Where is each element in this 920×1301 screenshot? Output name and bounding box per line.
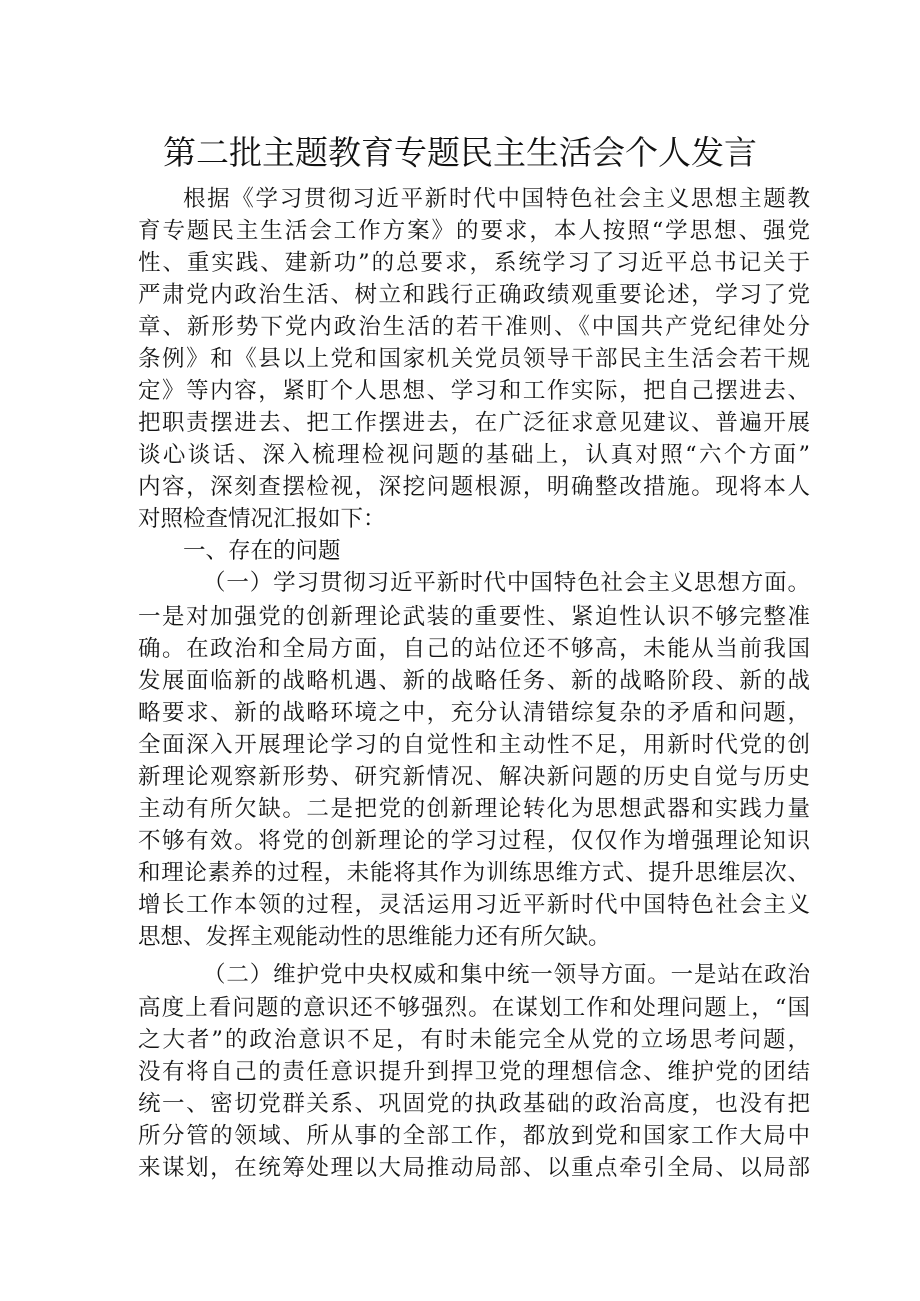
paragraph-line: 一是对加强党的创新理论武装的重要性、紧迫性认识不够完整准 bbox=[138, 604, 810, 630]
paragraph-line: 全面深入开展理论学习的自觉性和主动性不足，用新时代党的创 bbox=[138, 732, 810, 758]
paragraph-line: 高度上看问题的意识还不够强烈。在谋划工作和处理问题上，“国 bbox=[138, 995, 810, 1021]
paragraph-line: 条例》和《县以上党和国家机关党员领导干部民主生活会若干规 bbox=[138, 346, 810, 372]
paragraph-line: 略要求、新的战略环境之中，充分认清错综复杂的矛盾和问题， bbox=[138, 700, 810, 726]
paragraph-line: 没有将自己的责任意识提升到捍卫党的理想信念、维护党的团结 bbox=[138, 1059, 810, 1085]
paragraph-line: 性、重实践、建新功”的总要求，系统学习了习近平总书记关于 bbox=[138, 250, 810, 276]
paragraph-line: 育专题民主生活会工作方案》的要求，本人按照“学思想、强党 bbox=[138, 218, 810, 244]
paragraph-line: 章、新形势下党内政治生活的若干准则、《中国共产党纪律处分 bbox=[138, 314, 810, 340]
paragraph-line: 思想、发挥主观能动性的思维能力还有所欠缺。 bbox=[138, 924, 611, 950]
paragraph-line: 内容，深刻查摆检视，深挖问题根源，明确整改措施。现将本人 bbox=[138, 474, 810, 500]
paragraph-line: 主动有所欠缺。二是把党的创新理论转化为思想武器和实践力量 bbox=[138, 796, 810, 822]
paragraph-line: 统一、密切党群关系、巩固党的执政基础的政治高度，也没有把 bbox=[138, 1091, 810, 1117]
document-title: 第二批主题教育专题民主生活会个人发言 bbox=[163, 133, 757, 172]
paragraph-line: 来谋划，在统筹处理以大局推动局部、以重点牵引全局、以局部 bbox=[138, 1155, 810, 1181]
paragraph-line: 根据《学习贯彻习近平新时代中国特色社会主义思想主题教 bbox=[183, 186, 810, 212]
paragraph-line: 增长工作本领的过程，灵活运用习近平新时代中国特色社会主义 bbox=[138, 892, 810, 918]
paragraph-line: （二）维护党中央权威和集中统一领导方面。一是站在政治 bbox=[203, 962, 810, 988]
paragraph-line: 不够有效。将党的创新理论的学习过程，仅仅作为增强理论知识 bbox=[138, 828, 810, 854]
paragraph-line: 和理论素养的过程，未能将其作为训练思维方式、提升思维层次、 bbox=[138, 860, 810, 886]
section-heading: 一、存在的问题 bbox=[183, 538, 341, 564]
paragraph-line: 对照检查情况汇报如下： bbox=[138, 506, 386, 532]
paragraph-line: 谈心谈话、深入梳理检视问题的基础上，认真对照“六个方面” bbox=[138, 442, 810, 468]
paragraph-line: 确。在政治和全局方面，自己的站位还不够高，未能从当前我国 bbox=[138, 636, 810, 662]
paragraph-line: 严肃党内政治生活、树立和践行正确政绩观重要论述，学习了党 bbox=[138, 282, 810, 308]
paragraph-line: 发展面临新的战略机遇、新的战略任务、新的战略阶段、新的战 bbox=[138, 668, 810, 694]
paragraph-line: 把职责摆进去、把工作摆进去，在广泛征求意见建议、普遍开展 bbox=[138, 410, 810, 436]
paragraph-line: （一）学习贯彻习近平新时代中国特色社会主义思想方面。 bbox=[203, 570, 810, 596]
paragraph-line: 所分管的领域、所从事的全部工作，都放到党和国家工作大局中 bbox=[138, 1123, 810, 1149]
paragraph-line: 定》等内容，紧盯个人思想、学习和工作实际，把自己摆进去、 bbox=[138, 378, 810, 404]
paragraph-line: 新理论观察新形势、研究新情况、解决新问题的历史自觉与历史 bbox=[138, 764, 810, 790]
paragraph-line: 之大者”的政治意识不足，有时未能完全从党的立场思考问题， bbox=[138, 1027, 810, 1053]
